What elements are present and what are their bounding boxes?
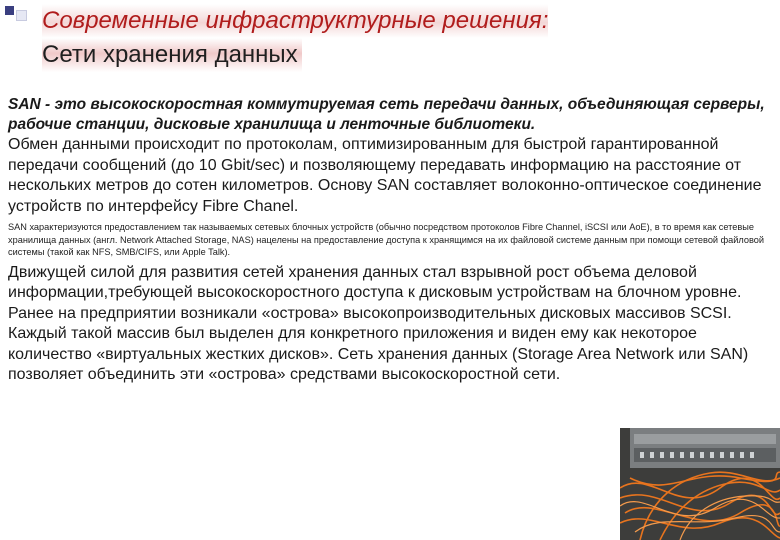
title-line-2: Сети хранения данных: [42, 38, 302, 72]
title-bullet-square-light: [16, 10, 27, 21]
fibre-cables-photo: [620, 428, 780, 540]
title-line-1: Современные инфраструктурные решения:: [42, 4, 548, 38]
title-bullet-square: [5, 6, 14, 15]
fibre-cables-image: [620, 428, 780, 540]
paragraph-san-definition: SAN - это высокоскоростная коммутируемая сеть передачи данных, объединяющая серверы, рабочие станции, дисковые хранилища и ленточные библиотеки.: [8, 96, 765, 133]
paragraph-driving-force: Движущей силой для развития сетей хранения данных стал взрывной рост объема деловой информации,требующей высокоскоростного доступа к дисковым устройствам на блочном уровне.: [8, 263, 742, 301]
paragraph-protocols: Обмен данными происходит по протоколам, оптимизированным для быстрой гарантированной передачи сообщений (до 10 Gbit/sec) и позволяющему передавать информацию на расстояние от нескольких метров до сотен километров. Основу SAN составляет волоконно-оптическое соединение устройств по интерфейсу Fibre Chanel.: [8, 136, 762, 215]
paragraph-islands: Ранее на предприятии возникали «острова» высокопроизводительных дисковых массивов SCSI. Каждый такой массив был выделен для конкретного приложения и виден ему как некоторое количество «виртуальных жестких дисков». Сеть хранения данных (Storage Area Network или SAN) позволяет объединить эти «острова» средствами высокоскоростной сети.: [8, 304, 749, 383]
paragraph-san-vs-nas: SAN характеризуются предоставлением так называемых сетевых блочных устройств (обычно посредством протоколов Fibre Channel, iSCSI или AoE), в то время как сетевые хранилища данных (англ. Network Attached Storage, NAS) нацелены на предоставление доступа к хранящимся на их файловой системе данным при помощи сетевой файловой системы (такой как NFS, SMB/CIFS, или Apple Talk).: [8, 222, 765, 257]
slide-title: [42, 4, 762, 72]
slide-body: [8, 95, 773, 386]
